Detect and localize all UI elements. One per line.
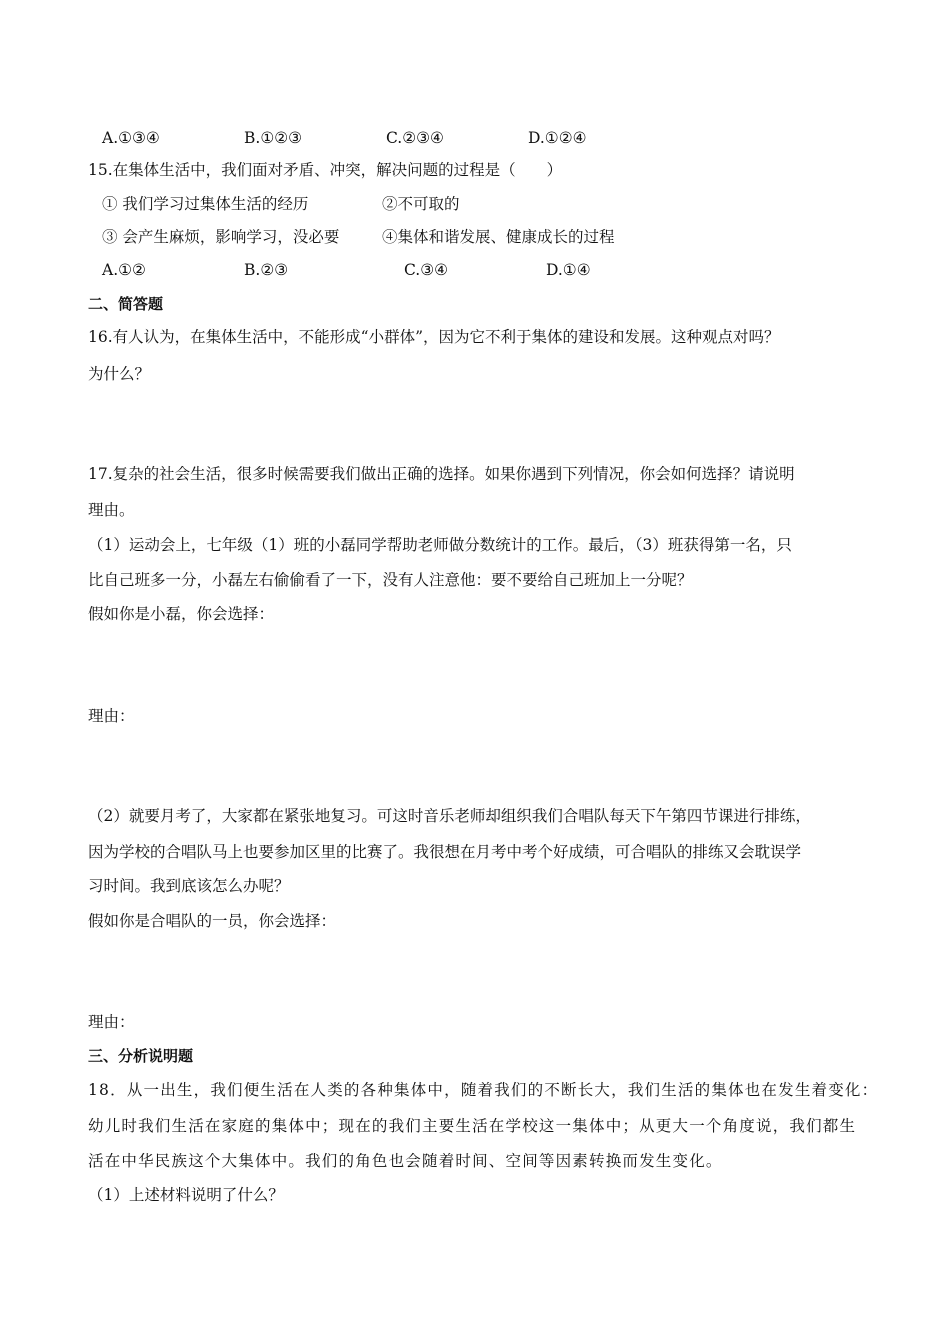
q15-option-c: C.③④ <box>404 261 449 279</box>
q17-part2-line-2: 因为学校的合唱队马上也要参加区里的比赛了。我很想在月考中考个好成绩，可合唱队的排练又会耽误学 <box>88 843 802 861</box>
q14-option-c: C.②③④ <box>386 129 444 147</box>
section-2-title: 二、简答题 <box>88 295 164 313</box>
q16-line-1: 16.有人认为，在集体生活中，不能形成“小群体”，因为它不利于集体的建设和发展。这种观点对吗？ <box>88 328 780 346</box>
q15-item-4: ④集体和谐发展、健康成长的过程 <box>382 228 615 246</box>
q15-item-3: ③ 会产生麻烦，影响学习，没必要 <box>102 228 340 246</box>
q14-option-d: D.①②④ <box>528 129 587 147</box>
q15-option-b: B.②③ <box>244 261 289 279</box>
q15-option-d: D.①④ <box>546 261 591 279</box>
q17-line-1: 17.复杂的社会生活，很多时候需要我们做出正确的选择。如果你遇到下列情况，你会如何选择？请说明 <box>88 465 795 483</box>
q15-stem: 15.在集体生活中，我们面对矛盾、冲突，解决问题的过程是（ ） <box>88 161 563 179</box>
q17-part1-line-2: 比自己班多一分，小磊左右偷偷看了一下，没有人注意他：要不要给自己班加上一分呢？ <box>88 571 693 589</box>
q16-line-2: 为什么？ <box>88 365 151 383</box>
q17-part1-choose: 假如你是小磊，你会选择： <box>88 605 275 623</box>
section-3-title: 三、分析说明题 <box>88 1047 194 1065</box>
q15-option-a: A.①② <box>102 261 146 279</box>
q14-option-a: A.①③④ <box>102 129 160 147</box>
q17-part2-line-1: （2）就要月考了，大家都在紧张地复习。可这时音乐老师却组织我们合唱队每天下午第四节课进行排练， <box>88 807 811 825</box>
q14-option-b: B.①②③ <box>244 129 303 147</box>
q18-sub-1: （1）上述材料说明了什么？ <box>88 1186 284 1204</box>
q17-line-2: 理由。 <box>88 501 135 519</box>
q18-line-2: 幼儿时我们生活在家庭的集体中；现在的我们主要生活在学校这一集体中；从更大一个角度说，我们都生 <box>88 1117 857 1135</box>
q17-part2-choose: 假如你是合唱队的一员，你会选择： <box>88 912 337 930</box>
q18-line-1: 18．从一出生，我们便生活在人类的各种集体中，随着我们的不断长大，我们生活的集体也在发生着变化： <box>88 1081 879 1099</box>
q15-item-2: ②不可取的 <box>382 195 460 213</box>
q15-item-1: ① 我们学习过集体生活的经历 <box>102 195 309 213</box>
q18-line-3: 活在中华民族这个大集体中。我们的角色也会随着时间、空间等因素转换而发生变化。 <box>88 1152 723 1170</box>
q17-part1-line-1: （1）运动会上，七年级（1）班的小磊同学帮助老师做分数统计的工作。最后，（3）班获得第一名，只 <box>88 536 792 554</box>
q17-part2-line-3: 习时间。我到底该怎么办呢？ <box>88 877 290 895</box>
q17-part1-reason: 理由： <box>88 707 135 725</box>
q17-part2-reason: 理由： <box>88 1013 135 1031</box>
